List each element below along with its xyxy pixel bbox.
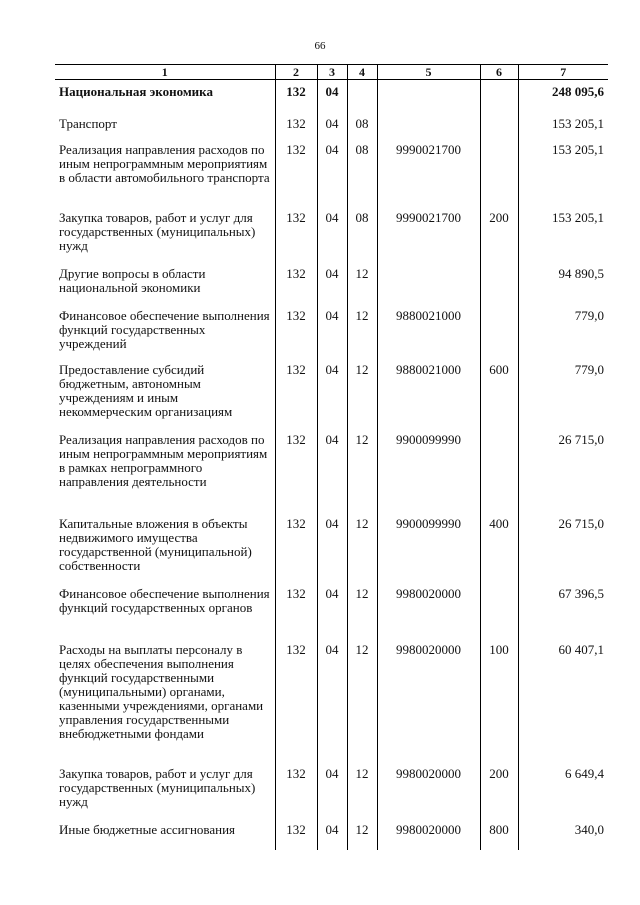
row-subsection-cell: 12 — [347, 764, 377, 820]
row-type-cell — [480, 114, 518, 140]
row-name-cell: Другие вопросы в области национальной экономики — [55, 264, 275, 306]
row-name-cell: Реализация направления расходов по иным непрограммным мероприятиям в рамках непрограммного направления деятельности — [55, 430, 275, 514]
row-subsection-cell: 12 — [347, 514, 377, 584]
row-code-cell: 132 — [275, 208, 317, 264]
table-row — [55, 114, 608, 140]
row-amount-cell: 26 715,0 — [518, 430, 608, 514]
row-subsection-cell: 08 — [347, 208, 377, 264]
table-body — [55, 80, 608, 850]
header-cell: 4 — [347, 65, 377, 80]
row-section-cell: 04 — [317, 430, 347, 514]
row-subsection-cell: 12 — [347, 264, 377, 306]
row-target-cell: 9900099990 — [377, 430, 480, 514]
table-row — [55, 140, 608, 208]
table-row — [55, 264, 608, 306]
row-amount-cell: 248 095,6 — [518, 80, 608, 114]
row-subsection-cell — [347, 80, 377, 114]
row-amount-cell: 94 890,5 — [518, 264, 608, 306]
row-section-cell: 04 — [317, 264, 347, 306]
row-amount-cell: 340,0 — [518, 820, 608, 850]
row-code-cell: 132 — [275, 306, 317, 360]
header-cell: 3 — [317, 65, 347, 80]
row-target-cell: 9990021700 — [377, 140, 480, 208]
row-code-cell: 132 — [275, 514, 317, 584]
row-amount-cell: 153 205,1 — [518, 114, 608, 140]
table-row — [55, 360, 608, 430]
row-subsection-cell: 12 — [347, 430, 377, 514]
row-name-cell: Предоставление субсидий бюджетным, автономным учреждениям и иным некоммерческим организациям — [55, 360, 275, 430]
row-type-cell: 800 — [480, 820, 518, 850]
row-name-cell: Национальная экономика — [55, 80, 275, 114]
row-section-cell: 04 — [317, 764, 347, 820]
row-name-cell: Финансовое обеспечение выполнения функций государственных органов — [55, 584, 275, 640]
row-type-cell — [480, 430, 518, 514]
row-amount-cell: 153 205,1 — [518, 208, 608, 264]
header-cell: 7 — [518, 65, 608, 80]
row-type-cell — [480, 140, 518, 208]
row-name-cell: Расходы на выплаты персоналу в целях обеспечения выполнения функций государственными (муниципальными) органами, казенными учреждениями, органами управления государственными внебюджетными фондами — [55, 640, 275, 764]
row-section-cell: 04 — [317, 80, 347, 114]
row-code-cell: 132 — [275, 820, 317, 850]
row-amount-cell: 779,0 — [518, 306, 608, 360]
row-section-cell: 04 — [317, 640, 347, 764]
row-target-cell — [377, 114, 480, 140]
row-section-cell: 04 — [317, 584, 347, 640]
row-amount-cell: 779,0 — [518, 360, 608, 430]
row-target-cell: 9880021000 — [377, 360, 480, 430]
row-subsection-cell: 12 — [347, 584, 377, 640]
table-row — [55, 640, 608, 764]
row-amount-cell: 26 715,0 — [518, 514, 608, 584]
row-type-cell — [480, 306, 518, 360]
row-amount-cell: 153 205,1 — [518, 140, 608, 208]
row-section-cell: 04 — [317, 360, 347, 430]
header-cell: 5 — [377, 65, 480, 80]
row-section-cell: 04 — [317, 820, 347, 850]
header-cell: 6 — [480, 65, 518, 80]
row-name-cell: Закупка товаров, работ и услуг для государственных (муниципальных) нужд — [55, 208, 275, 264]
row-type-cell: 400 — [480, 514, 518, 584]
row-subsection-cell: 12 — [347, 360, 377, 430]
row-name-cell: Транспорт — [55, 114, 275, 140]
table-row — [55, 430, 608, 514]
row-type-cell: 600 — [480, 360, 518, 430]
table-row — [55, 514, 608, 584]
row-section-cell: 04 — [317, 114, 347, 140]
row-code-cell: 132 — [275, 584, 317, 640]
page-number: 66 — [314, 40, 326, 52]
row-target-cell: 9980020000 — [377, 820, 480, 850]
table-row — [55, 208, 608, 264]
row-code-cell: 132 — [275, 764, 317, 820]
row-section-cell: 04 — [317, 514, 347, 584]
row-section-cell: 04 — [317, 140, 347, 208]
header-cell: 1 — [55, 65, 275, 80]
row-target-cell — [377, 264, 480, 306]
row-target-cell: 9980020000 — [377, 764, 480, 820]
row-name-cell: Капитальные вложения в объекты недвижимого имущества государственной (муниципальной) собственности — [55, 514, 275, 584]
row-name-cell: Закупка товаров, работ и услуг для государственных (муниципальных) нужд — [55, 764, 275, 820]
row-subsection-cell: 08 — [347, 114, 377, 140]
row-code-cell: 132 — [275, 264, 317, 306]
row-target-cell: 9980020000 — [377, 640, 480, 764]
row-code-cell: 132 — [275, 640, 317, 764]
row-type-cell: 200 — [480, 764, 518, 820]
row-subsection-cell: 08 — [347, 140, 377, 208]
row-type-cell — [480, 584, 518, 640]
row-type-cell: 100 — [480, 640, 518, 764]
row-subsection-cell: 12 — [347, 820, 377, 850]
row-type-cell — [480, 264, 518, 306]
header-row — [55, 65, 608, 80]
row-section-cell: 04 — [317, 306, 347, 360]
row-code-cell: 132 — [275, 80, 317, 114]
budget-table — [55, 64, 608, 850]
row-amount-cell: 60 407,1 — [518, 640, 608, 764]
table-row — [55, 820, 608, 850]
table-row — [55, 584, 608, 640]
row-name-cell: Иные бюджетные ассигнования — [55, 820, 275, 850]
row-name-cell: Реализация направления расходов по иным непрограммным мероприятиям в области автомобильного транспорта — [55, 140, 275, 208]
row-subsection-cell: 12 — [347, 306, 377, 360]
row-target-cell: 9990021700 — [377, 208, 480, 264]
row-code-cell: 132 — [275, 114, 317, 140]
row-target-cell — [377, 80, 480, 114]
row-code-cell: 132 — [275, 430, 317, 514]
row-subsection-cell: 12 — [347, 640, 377, 764]
row-target-cell: 9880021000 — [377, 306, 480, 360]
row-amount-cell: 67 396,5 — [518, 584, 608, 640]
table-row — [55, 80, 608, 114]
row-name-cell: Финансовое обеспечение выполнения функций государственных учреждений — [55, 306, 275, 360]
header-cell: 2 — [275, 65, 317, 80]
table-row — [55, 764, 608, 820]
row-type-cell: 200 — [480, 208, 518, 264]
row-target-cell: 9900099990 — [377, 514, 480, 584]
row-section-cell: 04 — [317, 208, 347, 264]
row-target-cell: 9980020000 — [377, 584, 480, 640]
row-type-cell — [480, 80, 518, 114]
row-amount-cell: 6 649,4 — [518, 764, 608, 820]
row-code-cell: 132 — [275, 140, 317, 208]
table-row — [55, 306, 608, 360]
row-code-cell: 132 — [275, 360, 317, 430]
